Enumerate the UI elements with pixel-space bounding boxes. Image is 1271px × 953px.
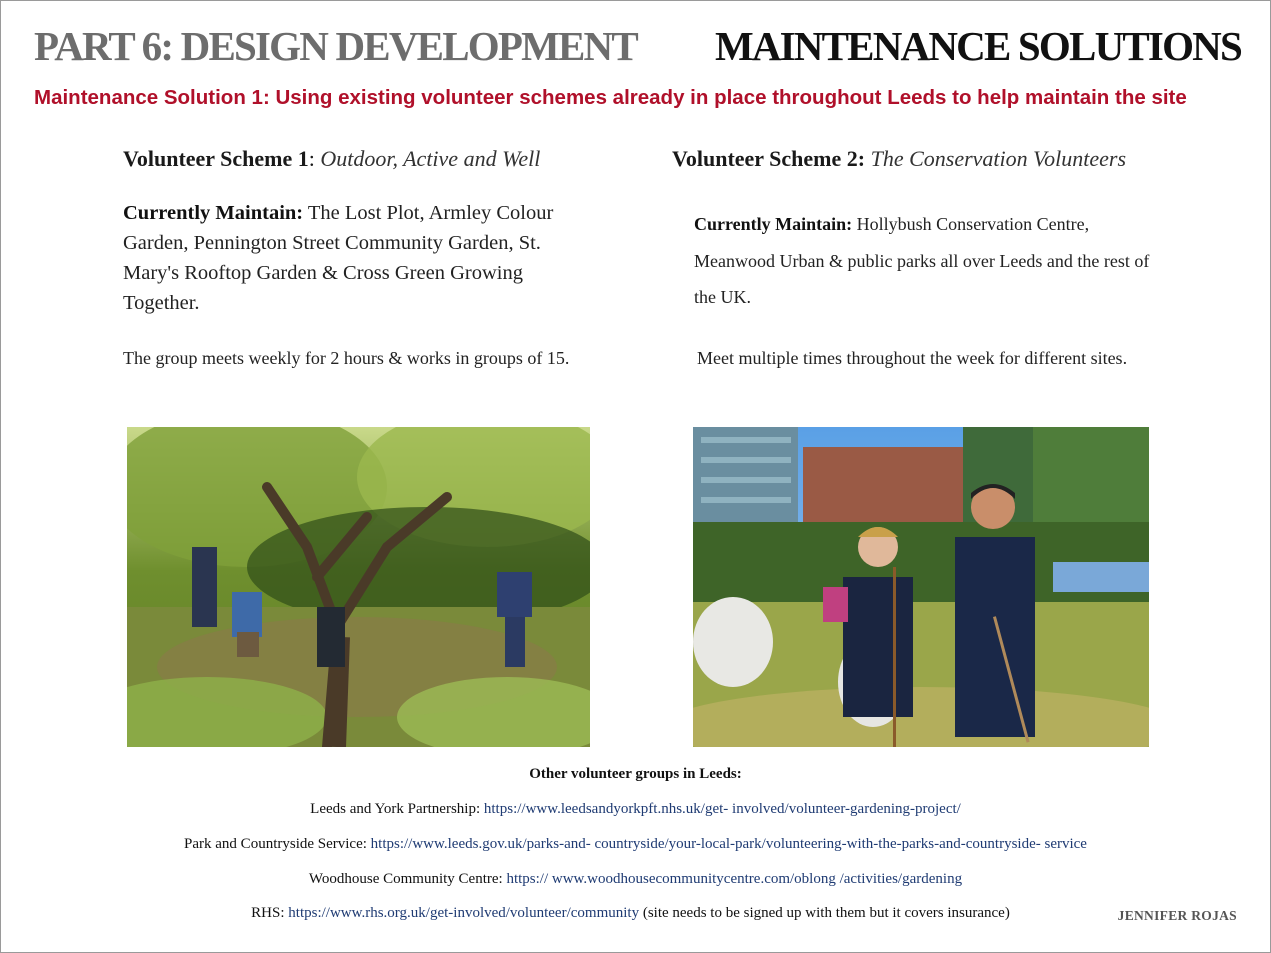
scheme2-meeting: Meet multiple times throughout the week for different sites. — [697, 348, 1128, 368]
group-name: RHS: — [251, 905, 289, 921]
scheme1-label: Volunteer Scheme 1 — [123, 146, 309, 171]
conservation-volunteers-image — [693, 427, 1149, 747]
group-line-woodhouse — [0, 871, 1271, 888]
scheme1-maintain-text: The Lost Plot, Armley Colour Garden, Pennington Street Community Garden, St. Mary's Rooftop Garden & Cross Green Growing Together. — [123, 202, 554, 314]
group-link[interactable]: https://www.rhs.org.uk/get-involved/volunteer/community — [288, 905, 640, 921]
group-link[interactable]: https:// www.woodhousecommunitycentre.com/oblong /activities/gardening — [506, 871, 963, 887]
scheme1-maintain — [123, 198, 598, 318]
scheme2-name: The Conservation Volunteers — [870, 146, 1127, 171]
group-link[interactable]: https://www.leedsandyorkpft.nhs.uk/get- involved/volunteer-gardening-project/ — [483, 801, 961, 817]
scheme1-photo — [127, 427, 590, 747]
scheme2-photo — [693, 427, 1149, 747]
part-title: PART 6: DESIGN DEVELOPMENT — [34, 23, 637, 69]
scheme1-heading — [123, 146, 540, 172]
group-name: Woodhouse Community Centre: — [308, 871, 507, 887]
solution-subtitle: Maintenance Solution 1: Using existing volunteer schemes already in place throughout Leeds to help maintain the site — [34, 86, 1187, 109]
other-groups-heading: Other volunteer groups in Leeds: — [529, 766, 742, 782]
scheme1-separator: : — [308, 146, 321, 171]
group-link[interactable]: https://www.leeds.gov.uk/parks-and- countryside/your-local-park/volunteering-with-the-parks-and-countryside- service — [370, 836, 1087, 852]
scheme1-name: Outdoor, Active and Well — [320, 146, 541, 171]
garden-volunteers-image — [127, 427, 590, 747]
author-name: JENNIFER ROJAS — [1117, 908, 1237, 923]
scheme2-maintain-label: Currently Maintain: — [694, 214, 853, 234]
scheme1-meeting: The group meets weekly for 2 hours & works in groups of 15. — [123, 348, 570, 368]
scheme2-maintain-text: Hollybush Conservation Centre, Meanwood Urban & public parks all over Leeds and the rest of the UK. — [694, 214, 1150, 307]
section-title: MAINTENANCE SOLUTIONS — [714, 23, 1241, 69]
group-name: Park and Countryside Service: — [184, 836, 371, 852]
group-line-leeds-york — [0, 801, 1271, 818]
scheme2-label: Volunteer Scheme 2: — [672, 146, 866, 171]
group-name: Leeds and York Partnership: — [310, 801, 484, 817]
group-line-rhs — [0, 905, 1266, 922]
scheme2-heading — [672, 146, 1126, 172]
scheme2-maintain — [694, 206, 1154, 316]
scheme1-maintain-label: Currently Maintain: — [123, 202, 304, 224]
group-note: (site needs to be signed up with them but it covers insurance) — [639, 905, 1010, 921]
group-line-parks — [0, 836, 1271, 853]
